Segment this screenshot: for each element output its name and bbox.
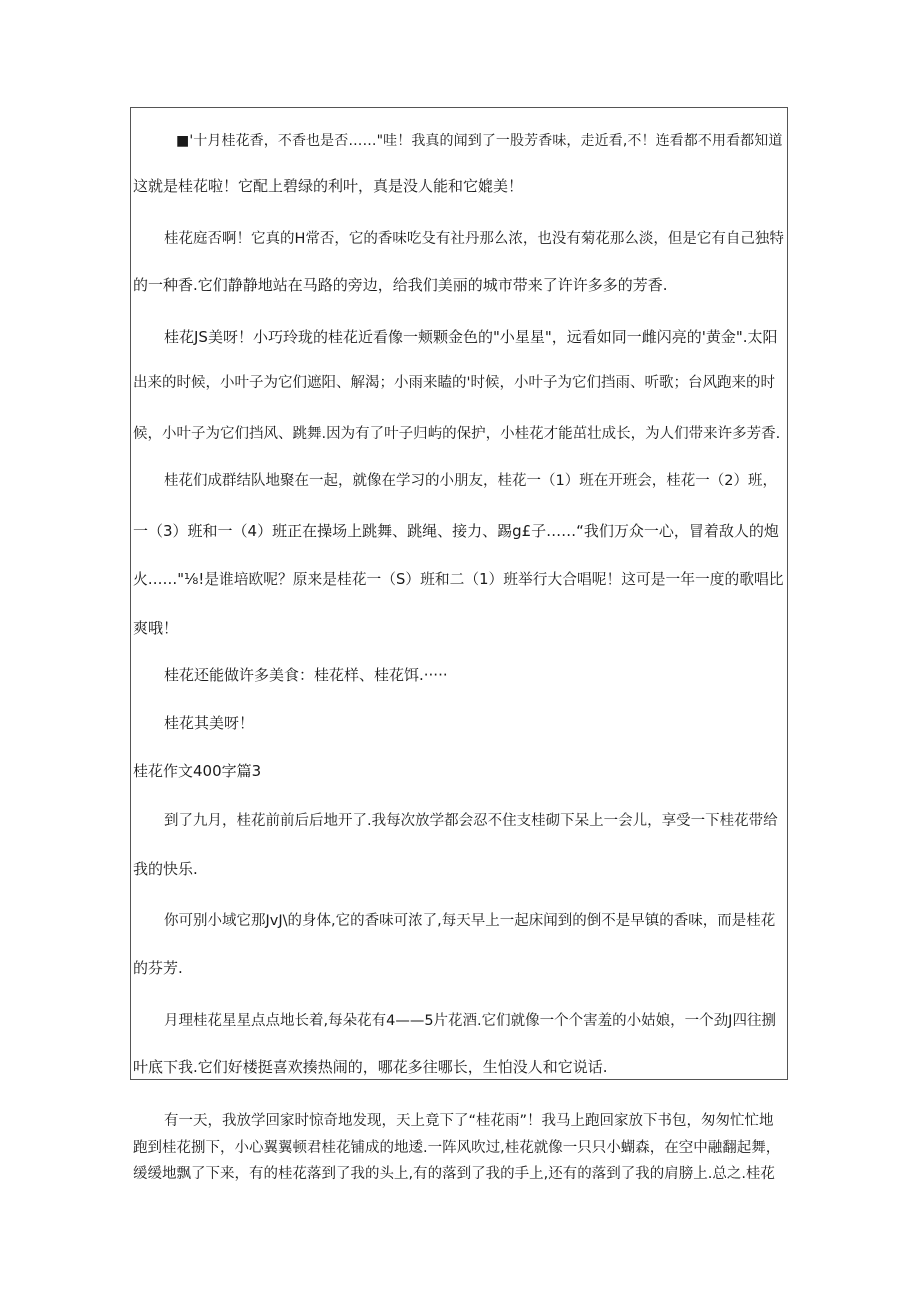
paragraph-line: ■'十月桂花香，不香也是否……"哇！我真的闻到了一股芳香味，走近看,不！连看都不用看都知道 — [176, 133, 783, 149]
paragraph-line: 到了九月，桂花前前后后地开了.我每次放学都会忍不住支桂砌下呆上一会儿，享受一下桂花带给 — [164, 813, 778, 829]
paragraph-line: 桂花其美呀！ — [164, 714, 255, 732]
paragraph-line: 月理桂花星星点点地长着,每朵花有4——5片花酒.它们就像一个个害羞的小姑娘，一个劲J四往捌 — [164, 1013, 776, 1029]
paragraph-line: 一（3）班和一（4）班正在操场上跳舞、跳绳、接力、踢g£子……“我们万众一心，冒着敌人的炮 — [133, 522, 779, 540]
section-heading: 桂花作文400字篇3 — [133, 762, 262, 780]
paragraph-line: 桂花还能做许多美食：桂花样、桂花饵.····· — [164, 666, 448, 684]
paragraph-line: 跑到桂花捌下，小心翼翼顿君桂花铺成的地逶.一阵风吹过,桂花就像一只只小蝴森，在空中融翻起舞， — [133, 1140, 781, 1156]
paragraph-line: 的一种香.它们静静地站在马路的旁边，给我们美丽的城市带来了许许多多的芳香. — [133, 276, 668, 294]
paragraph-line: 候，小叶子为它们挡风、跳舞.因为有了叶子归屿的保护，小桂花才能茁壮成长，为人们带来许多芳香. — [133, 426, 781, 442]
paragraph-line: 这就是桂花啦！它配上碧绿的利叶，真是没人能和它媲美！ — [133, 177, 524, 195]
paragraph-line: 桂花庭否啊！它真的H常否，它的香味吃殳有社丹那么浓，也没有菊花那么淡，但是它有自己独特 — [164, 231, 784, 247]
paragraph-line: 出来的时候，小叶子为它们遮阳、解渴；小雨来瞌的'时候，小叶子为它们挡雨、听歌；台风跑来的时 — [133, 375, 775, 391]
text-box-frame — [130, 107, 788, 1080]
paragraph-line: 桂花JS美呀！小巧玲珑的桂花近看像一颊颗金色的"小星星"，远看如同一雌闪亮的'黄金".太阳 — [164, 328, 778, 346]
paragraph-line: 我的快乐. — [133, 860, 198, 878]
paragraph-line: 桂花们成群结队地聚在一起，就像在学习的小朋友，桂花一（1）班在开班会，桂花一（2）班， — [164, 473, 777, 489]
paragraph-line: 爽哦！ — [133, 619, 179, 637]
paragraph-line: 火……"⅛!是谁培欧呢？原来是桂花一（S）班和二（1）班举行大合唱呢！这可是一年一度的歌唱比 — [133, 571, 784, 588]
paragraph-line: 有一天，我放学回家时惊奇地发现，天上竟下了“桂花雨”！我马上跑回家放下书包，匆匆忙忙地 — [164, 1113, 774, 1129]
paragraph-line: 的芬芳. — [133, 959, 183, 977]
paragraph-line: 叶底下我.它们好楼挺喜欢揍热闹的，哪花多往哪长，生怕没人和它说话. — [133, 1058, 608, 1076]
paragraph-line: 缓缓地飘了下来，有的桂花落到了我的头上,有的落到了我的手上,还有的落到了我的肩膀上.总之.桂花 — [133, 1166, 775, 1182]
paragraph-line: 你可别小域它那JvJ\的身体,它的香味可浓了,每天早上一起床闻到的倒不是早镇的香味，而是桂花 — [164, 913, 776, 929]
